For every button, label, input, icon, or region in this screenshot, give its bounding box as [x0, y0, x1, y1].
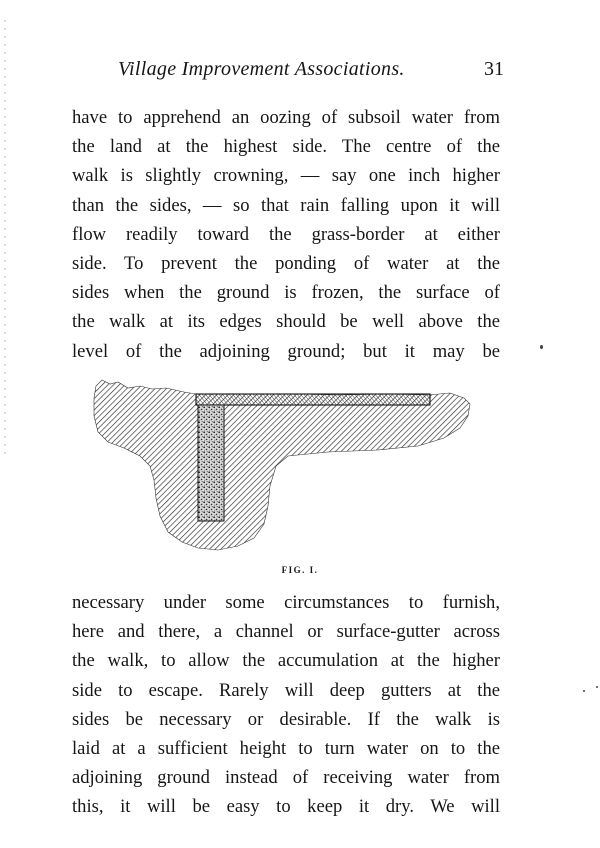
paper-speck [583, 690, 585, 692]
figure-caption: FIG. I. [281, 565, 319, 575]
page-number: 31 [484, 58, 504, 80]
text-line: this, it will be easy to keep it dry. We will [72, 796, 500, 818]
text-line: side to escape. Rarely will deep gutters at the [72, 679, 500, 701]
text-line: the walk, to allow the accumulation at the higher [72, 650, 500, 672]
text-line: adjoining ground instead of receiving water from [72, 767, 500, 789]
text-line: the walk at its edges should be well above the [72, 311, 500, 333]
text-line: walk is slightly crowning, — say one inch higher [72, 165, 500, 187]
text-line: have to apprehend an oozing of subsoil water from [72, 107, 500, 128]
text-line: here and there, a channel or surface-gutter across [72, 621, 500, 643]
text-line: sides when the ground is frozen, the surface of [72, 282, 500, 304]
text-line: than the sides, — so that rain falling upon it will [72, 194, 500, 216]
paper-speck [596, 686, 598, 688]
page-edge-marks [4, 0, 6, 843]
text-line: level of the adjoining ground; but it may be [72, 340, 500, 362]
cross-section-drawing [88, 376, 488, 552]
text-line: necessary under some circumstances to furnish, [72, 592, 500, 613]
running-head [118, 58, 508, 88]
paper-speck [540, 345, 543, 349]
text-line: the land at the highest side. The centre of the [72, 136, 500, 158]
walk-surface-layer [196, 394, 430, 405]
running-head-title: Village Improvement Associations. [118, 58, 405, 80]
text-line: laid at a sufficient height to turn water on to the [72, 737, 500, 759]
paragraph-before-figure [72, 103, 500, 366]
text-line: side. To prevent the ponding of water at the [72, 252, 500, 274]
paragraph-after-figure [72, 588, 500, 822]
walk-cross-section-figure [88, 376, 488, 552]
text-line: flow readily toward the grass-border at either [72, 223, 500, 245]
gravel-drain-trench [198, 405, 224, 521]
text-line: sides be necessary or desirable. If the walk is [72, 708, 500, 730]
